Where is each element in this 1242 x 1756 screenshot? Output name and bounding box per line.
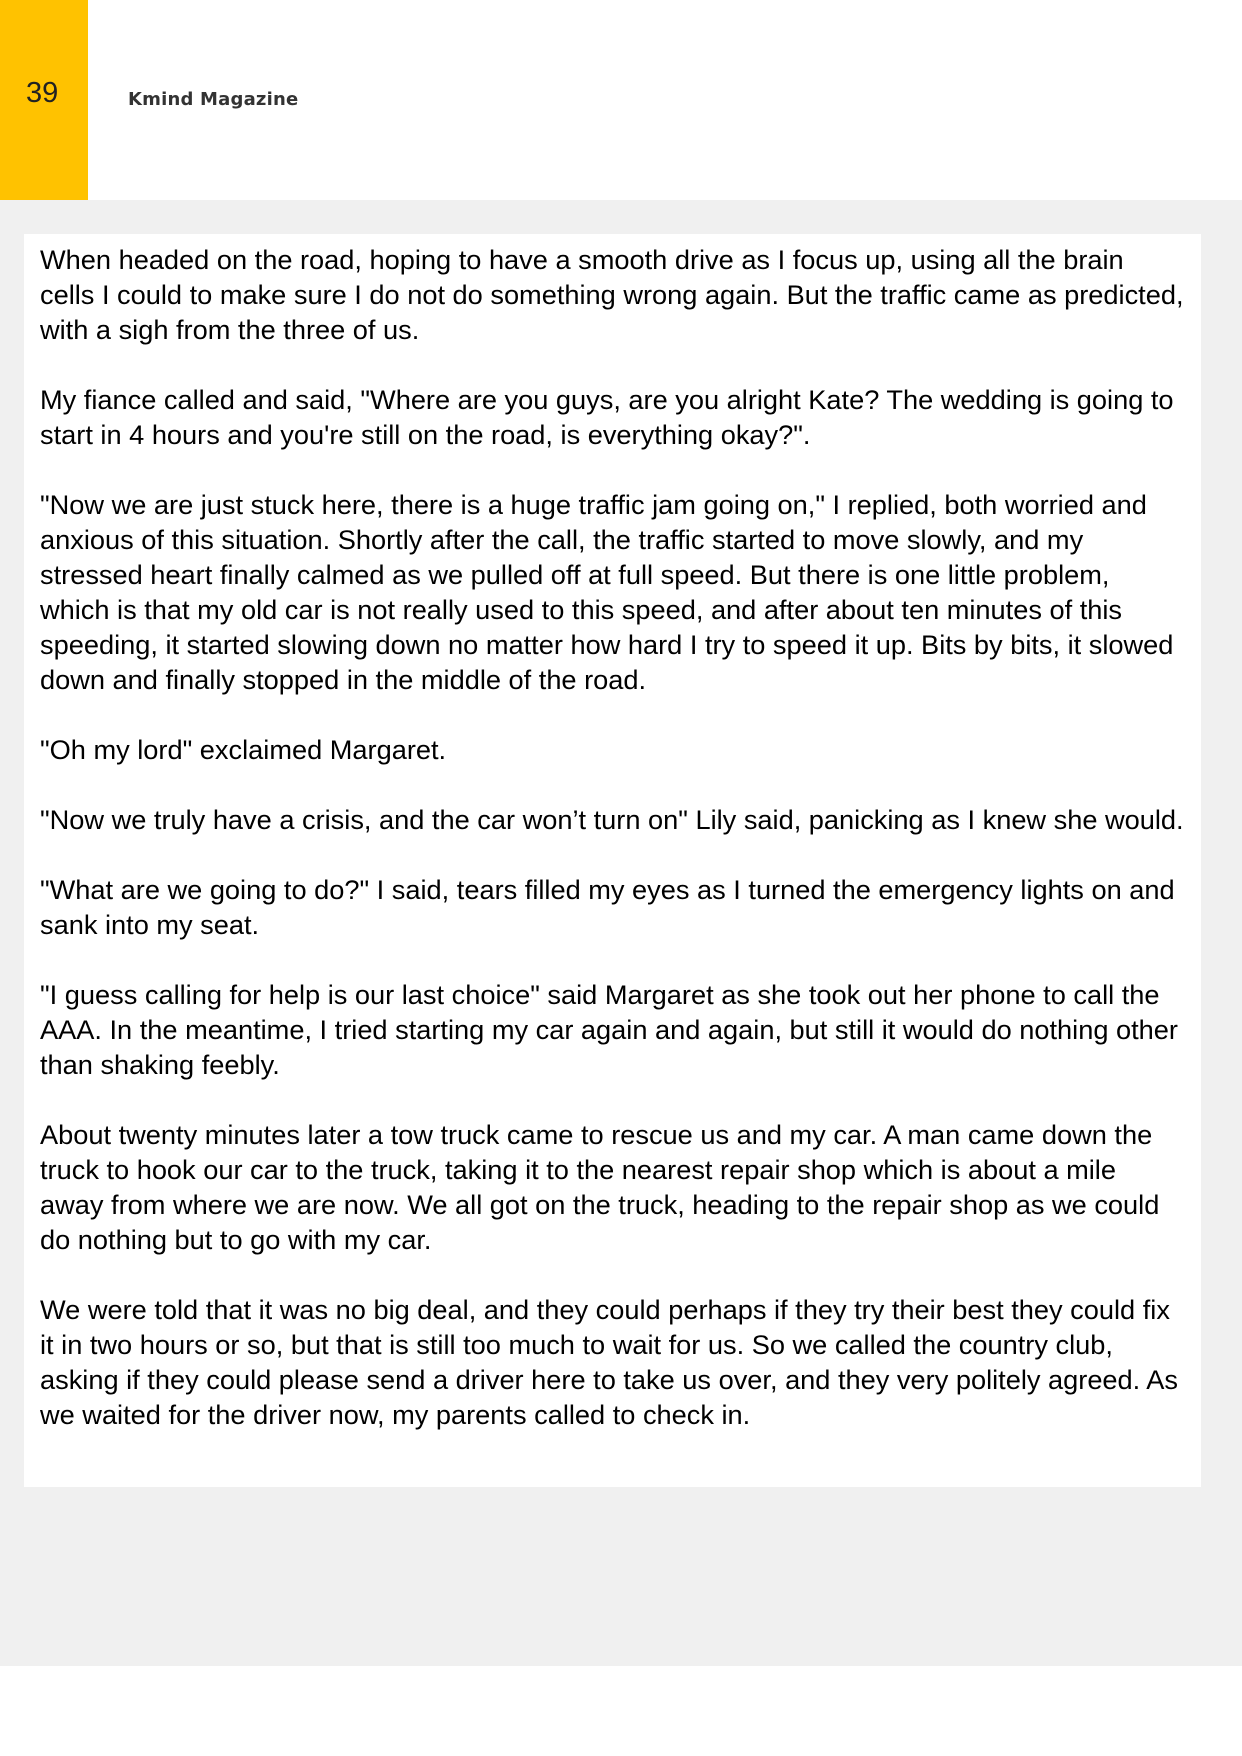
page-number: 39 [26, 77, 59, 109]
article-paragraph: My fiance called and said, "Where are you guys, are you alright Kate? The wedding is going to start in 4 hours and you're still on the road, is everything okay?". [40, 384, 1174, 450]
article-paragraph: When headed on the road, hoping to have a smooth drive as I focus up, using all the brain cells I could to make sure I do not do something wrong again. But the traffic came as predicted, with a sigh from the three of us. [40, 244, 1184, 345]
article-body [24, 234, 1201, 1487]
article-paragraph: "Oh my lord" exclaimed Margaret. [40, 734, 447, 765]
article-paragraph: "Now we are just stuck here, there is a huge traffic jam going on," I replied, both worried and anxious of this situation. Shortly after the call, the traffic started to move slowly, and my stressed heart finally calmed as we pulled off at full speed. But there is one little problem, which is that my old car is not really used to this speed, and after about ten minutes of this speeding, it started slowing down no matter how hard I try to speed it up. Bits by bits, it slowed down and finally stopped in the middle of the road. [40, 489, 1174, 695]
article-paragraph: "Now we truly have a crisis, and the car won’t turn on" Lily said, panicking as I knew she would. [40, 804, 1184, 835]
article-paragraph: "What are we going to do?" I said, tears filled my eyes as I turned the emergency lights on and sank into my seat. [40, 874, 1175, 940]
article-paragraph: We were told that it was no big deal, and they could perhaps if they try their best they could fix it in two hours or so, but that is still too much to wait for us. So we called the country club, asking if they could please send a driver here to take us over, and they very politely agreed. As we waited for the driver now, my parents called to check in. [40, 1294, 1179, 1430]
page-number-tab [0, 0, 88, 200]
magazine-name: Kmind Magazine [128, 89, 299, 110]
page-header [0, 0, 1242, 200]
article-paragraph: About twenty minutes later a tow truck came to rescue us and my car. A man came down the truck to hook our car to the truck, taking it to the nearest repair shop which is about a mile away from where we are now. We all got on the truck, heading to the repair shop as we could do nothing but to go with my car. [40, 1119, 1160, 1255]
article-paragraph: "I guess calling for help is our last choice" said Margaret as she took out her phone to call the AAA. In the meantime, I tried starting my car again and again, but still it would do nothing other than shaking feebly. [40, 979, 1178, 1080]
